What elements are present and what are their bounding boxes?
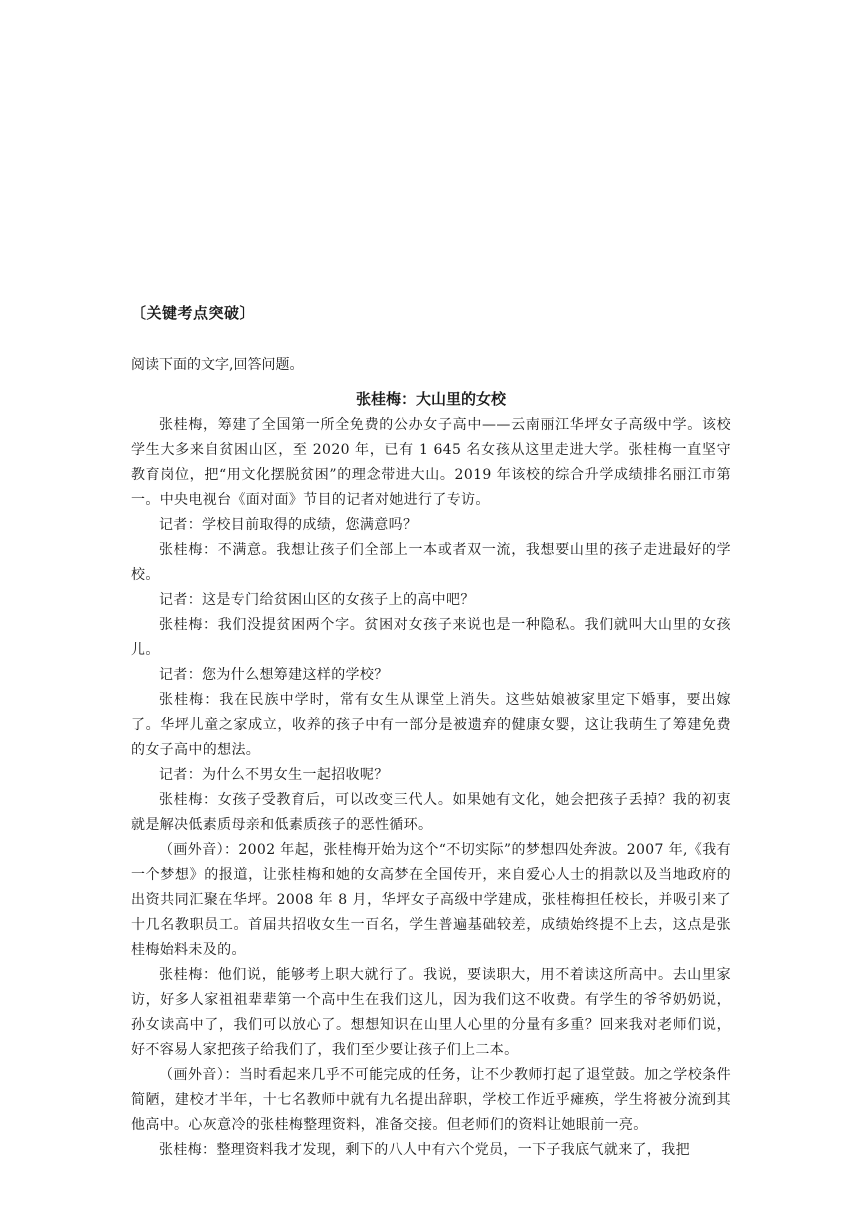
article xyxy=(131,386,731,1163)
paragraph: 张桂梅：他们说，能够考上职大就行了。我说，要读职大，用不着读这所高中。去山里家访，好多人家祖祖辈辈第一个高中生在我们这儿，因为我们这不收费。有学生的爷爷奶奶说，孙女读高中了，我们可以放心了。想想知识在山里人心里的分量有多重？回来我对老师们说，好不容易人家把孩子给我们了，我们至少要让孩子们上二本。 xyxy=(131,967,731,1058)
paragraph: 记者：您为什么想筹建这样的学校？ xyxy=(159,667,389,683)
reading-instruction: 阅读下面的文字,回答问题。 xyxy=(131,357,304,373)
paragraph: 张桂梅，筹建了全国第一所全免费的公办女子高中——云南丽江华坪女子高级中学。该校学生大多来自贫困山区，至 2020 年，已有 1 645 名女孩从这里走进大学。张桂梅一直坚守教育岗位，把“用文化摆脱贫困”的理念带进大山。2019 年该校的综合升学成绩排名丽江市第一。中央电视台《面对面》节目的记者对她进行了专访。 xyxy=(131,417,731,508)
article-title: 张桂梅：大山里的女校 xyxy=(355,390,506,408)
paragraph: 记者：学校目前取得的成绩，您满意吗？ xyxy=(159,517,418,533)
paragraph: 张桂梅：不满意。我想让孩子们全部上一本或者双一流，我想要山里的孩子走进最好的学校。 xyxy=(131,542,731,583)
paragraph: 张桂梅：整理资料我才发现，剩下的八人中有六个党员，一下子我底气就来了，我把 xyxy=(159,1142,690,1158)
paragraph: 张桂梅：我在民族中学时，常有女生从课堂上消失。这些姑娘被家里定下婚事，要出嫁了。华坪儿童之家成立，收养的孩子中有一部分是被遗弃的健康女婴，这让我萌生了筹建免费的女子高中的想法。 xyxy=(131,692,731,758)
paragraph: 张桂梅：我们没提贫困两个字。贫困对女孩子来说也是一种隐私。我们就叫大山里的女孩儿。 xyxy=(131,617,731,658)
paragraph: （画外音）：当时看起来几乎不可能完成的任务，让不少教师打起了退堂鼓。加之学校条件简陋，建校才半年，十七名教师中就有九名提出辞职，学校工作近乎瘫痪，学生将被分流到其他高中。心灰意冷的张桂梅整理资料，准备交接。但老师们的资料让她眼前一亮。 xyxy=(131,1067,731,1133)
paragraph: 记者：这是专门给贫困山区的女孩子上的高中吧？ xyxy=(159,592,475,608)
paragraph: 记者：为什么不男女生一起招收呢？ xyxy=(159,767,389,783)
paragraph: 张桂梅：女孩子受教育后，可以改变三代人。如果她有文化，她会把孩子丢掉？我的初衷就是解决低素质母亲和低素质孩子的恶性循环。 xyxy=(131,792,731,833)
paragraph: （画外音）：2002 年起，张桂梅开始为这个“不切实际”的梦想四处奔波。2007 年,《我有一个梦想》的报道，让张桂梅和她的女高梦在全国传开，来自爱心人士的捐款以及当地政府的出资共同汇聚在华坪。2008 年 8 月，华坪女子高级中学建成，张桂梅担任校长，并吸引来了十几名教职员工。首届共招收女生一百名，学生普遍基础较差，成绩始终提不上去，这点是张桂梅始料未及的。 xyxy=(131,842,731,958)
section-label: 〔关键考点突破〕 xyxy=(131,304,256,322)
